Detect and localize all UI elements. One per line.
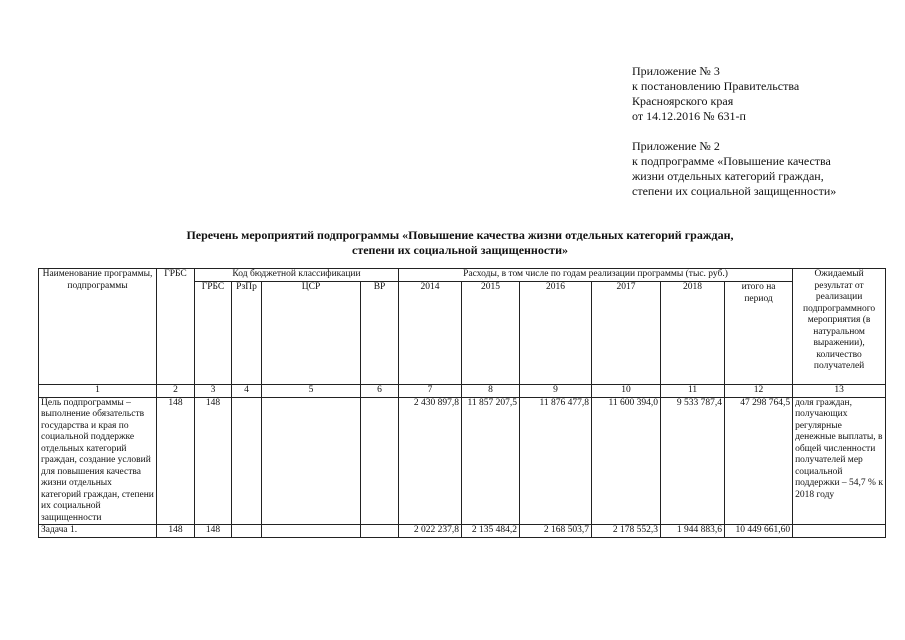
column-number: 11	[661, 385, 725, 398]
header-2016: 2016	[520, 282, 592, 385]
row-total: 10 449 661,60	[725, 525, 793, 538]
row-2018: 1 944 883,6	[661, 525, 725, 538]
column-number: 3	[195, 385, 232, 398]
row-name: Цель подпрограммы – выполнение обязательств государства и края по социальной поддержке отдельных категорий граждан, создание условий для повышения качества жизни отдельных категорий граждан, степени их социальной защищенности	[39, 397, 157, 525]
header-vr: ВР	[361, 282, 399, 385]
row-2014: 2 430 897,8	[399, 397, 462, 525]
row-csr	[262, 525, 361, 538]
header-grbs: ГРБС	[157, 269, 195, 385]
row-2015: 11 857 207,5	[462, 397, 520, 525]
row-grbs: 148	[157, 525, 195, 538]
row-sub-grbs: 148	[195, 525, 232, 538]
header-2017: 2017	[592, 282, 661, 385]
header-2015: 2015	[462, 282, 520, 385]
header-line: от 14.12.2016 № 631-п	[632, 109, 746, 123]
row-sub-grbs: 148	[195, 397, 232, 525]
row-2017: 2 178 552,3	[592, 525, 661, 538]
header-2014: 2014	[399, 282, 462, 385]
document-title	[120, 228, 800, 258]
column-number: 13	[793, 385, 886, 398]
column-number: 1	[39, 385, 157, 398]
row-rzpr	[232, 397, 262, 525]
header-sub-grbs: ГРБС	[195, 282, 232, 385]
row-grbs: 148	[157, 397, 195, 525]
row-result: доля граждан, получающих регулярные денежные выплаты, в общей численности получателей мер социальной поддержки – 54,7 % к 2018 году	[793, 397, 886, 525]
header-total: итого на период	[725, 282, 793, 385]
header-row-1	[39, 269, 886, 282]
approval-header	[632, 64, 897, 199]
title-line: Перечень мероприятий подпрограммы «Повышение качества жизни отдельных категорий граждан,	[186, 228, 734, 242]
column-number: 2	[157, 385, 195, 398]
header-line: степени их социальной защищенности»	[632, 184, 837, 198]
row-name: Задача 1.	[39, 525, 157, 538]
row-2017: 11 600 394,0	[592, 397, 661, 525]
column-number: 10	[592, 385, 661, 398]
header-2018: 2018	[661, 282, 725, 385]
header-name: Наименование программы, подпрограммы	[39, 269, 157, 385]
header-line: Приложение № 3	[632, 64, 720, 78]
row-vr	[361, 397, 399, 525]
header-line: Приложение № 2	[632, 139, 720, 153]
header-csr: ЦСР	[262, 282, 361, 385]
header-budget-code: Код бюджетной классификации	[195, 269, 399, 282]
header-expenses: Расходы, в том числе по годам реализации программы (тыс. руб.)	[399, 269, 793, 282]
column-number: 8	[462, 385, 520, 398]
row-csr	[262, 397, 361, 525]
column-number: 7	[399, 385, 462, 398]
column-number: 4	[232, 385, 262, 398]
header-line: к подпрограмме «Повышение качества	[632, 154, 831, 168]
row-2014: 2 022 237,8	[399, 525, 462, 538]
row-2018: 9 533 787,4	[661, 397, 725, 525]
column-number: 12	[725, 385, 793, 398]
measures-table	[38, 268, 886, 538]
header-line: Красноярского края	[632, 94, 734, 108]
row-result	[793, 525, 886, 538]
row-2016: 11 876 477,8	[520, 397, 592, 525]
row-total: 47 298 764,5	[725, 397, 793, 525]
table-row	[39, 397, 886, 525]
header-rzpr: РзПр	[232, 282, 262, 385]
row-2016: 2 168 503,7	[520, 525, 592, 538]
header-line: жизни отдельных категорий граждан,	[632, 169, 824, 183]
row-2015: 2 135 484,2	[462, 525, 520, 538]
table-row	[39, 525, 886, 538]
row-vr	[361, 525, 399, 538]
column-number: 9	[520, 385, 592, 398]
header-result: Ожидаемый результат от реализации подпрограммного мероприятия (в натуральном выражении), количество получателей	[793, 269, 886, 385]
header-line: к постановлению Правительства	[632, 79, 800, 93]
title-line: степени их социальной защищенности»	[352, 243, 568, 257]
column-number-row	[39, 385, 886, 398]
row-rzpr	[232, 525, 262, 538]
column-number: 6	[361, 385, 399, 398]
column-number: 5	[262, 385, 361, 398]
